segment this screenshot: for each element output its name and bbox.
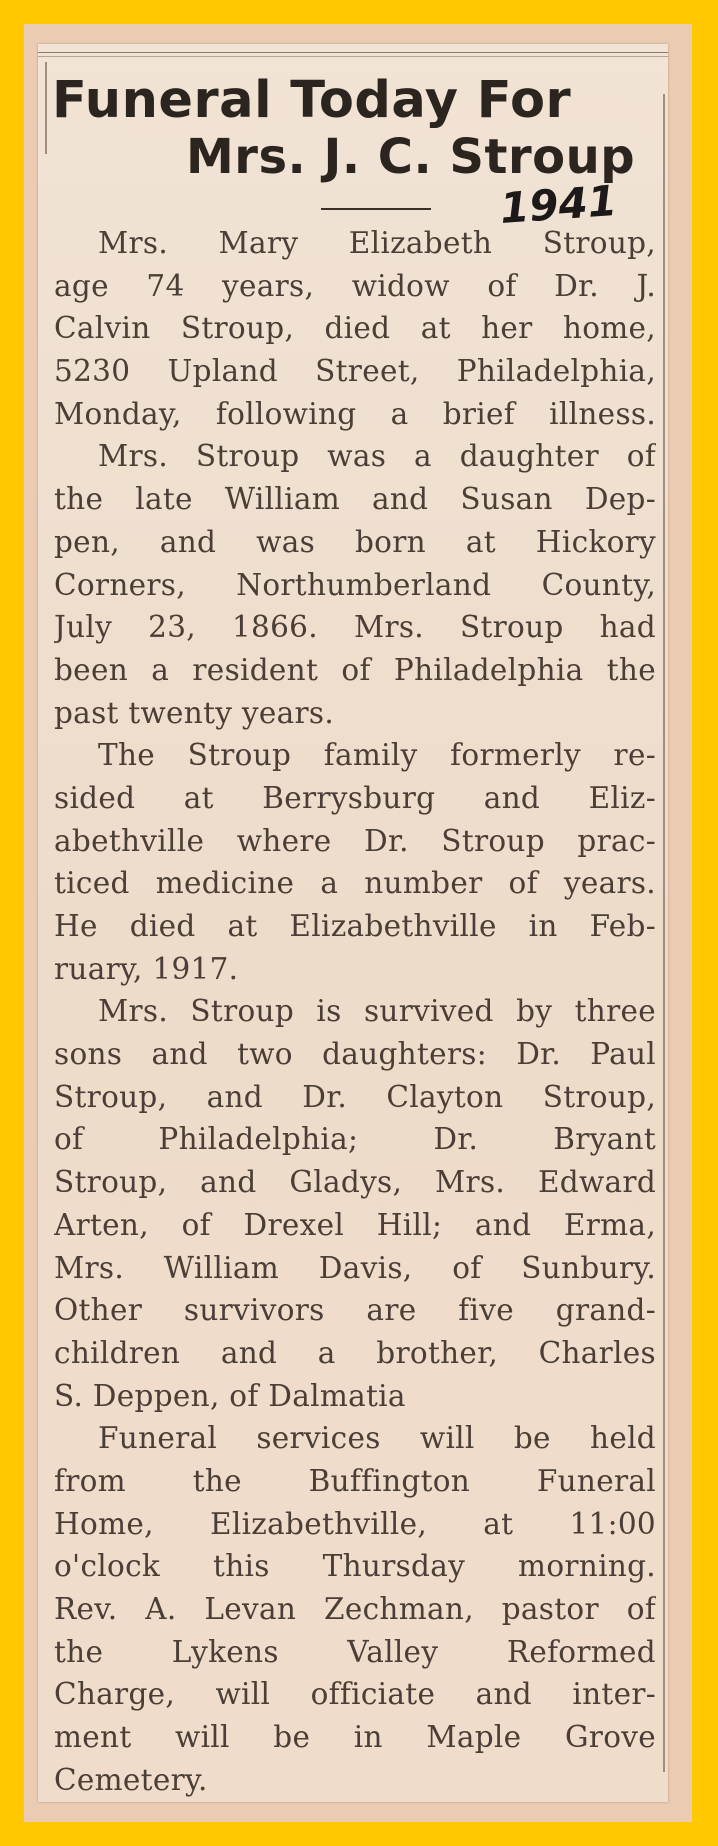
article-line: Funeral services will be held: [98, 1421, 656, 1456]
article-line: Arten, of Drexel Hill; and Erma,: [54, 1207, 656, 1242]
article-line: the Lykens Valley Reformed: [54, 1634, 656, 1669]
article-line: He died at Elizabethville in Feb-: [54, 909, 656, 943]
handwritten-year-annotation: 1941: [498, 175, 619, 234]
article-line: Calvin Stroup, died at her home,: [54, 311, 656, 346]
headline-line-1: Funeral Today For: [52, 71, 572, 130]
article-line: Home, Elizabethville, at 11:00: [54, 1506, 656, 1541]
paragraph-survivors: [54, 990, 656, 1417]
newspaper-clipping: [38, 44, 668, 1802]
article-line: Stroup, and Dr. Clayton Stroup,: [54, 1079, 656, 1114]
article-line: past twenty years.: [54, 695, 335, 730]
article-line: Corners, Northumberland County,: [54, 567, 656, 602]
paragraph-death-notice: [54, 222, 656, 435]
article-line: children and a brother, Charles: [54, 1335, 656, 1370]
article-line: S. Deppen, of Dalmatia: [54, 1378, 406, 1413]
article-line: Mrs. Mary Elizabeth Stroup,: [98, 226, 656, 260]
article-line: Rev. A. Levan Zechman, pastor of: [54, 1592, 656, 1626]
article-line: ticed medicine a number of years.: [54, 866, 656, 901]
article-line: sided at Berrysburg and Eliz-: [54, 780, 656, 815]
article-line: 5230 Upland Street, Philadelphia,: [54, 354, 656, 389]
article-line: the late William and Susan Dep-: [54, 482, 656, 517]
paragraph-family-history: [54, 734, 656, 990]
column-rule-left: [45, 62, 47, 154]
article-line: Charge, will officiate and inter-: [54, 1677, 656, 1712]
headline-line-2: Mrs. J. C. Stroup: [186, 129, 636, 185]
article-line: Monday, following a brief illness.: [54, 396, 656, 431]
headline-divider: [321, 208, 431, 210]
article-line: age 74 years, widow of Dr. J.: [54, 268, 656, 303]
article-line: Stroup, and Gladys, Mrs. Edward: [54, 1165, 656, 1200]
article-line: from the Buffington Funeral: [54, 1463, 656, 1498]
article-line: Cemetery.: [54, 1762, 208, 1797]
article-line: sons and two daughters: Dr. Paul: [54, 1037, 656, 1072]
article-line: Mrs. William Davis, of Sunbury.: [54, 1250, 656, 1285]
article-line: Mrs. Stroup was a daughter of: [98, 439, 656, 474]
article-line: been a resident of Philadelphia the: [54, 652, 656, 687]
article-line: Other survivors are five grand-: [54, 1293, 656, 1328]
article-line: of Philadelphia; Dr. Bryant: [54, 1122, 656, 1157]
article-body: [54, 222, 656, 1801]
article-line: o'clock this Thursday morning.: [54, 1549, 656, 1584]
article-line: July 23, 1866. Mrs. Stroup had: [54, 610, 656, 645]
article-line: pen, and was born at Hickory: [54, 524, 656, 559]
column-rule-right: [663, 94, 665, 1772]
article-line: The Stroup family formerly re-: [98, 738, 656, 773]
article-line: ment will be in Maple Grove: [54, 1720, 656, 1755]
paragraph-biography: [54, 435, 656, 734]
article-line: abethville where Dr. Stroup prac-: [54, 823, 656, 858]
article-line: Mrs. Stroup is survived by three: [98, 994, 656, 1029]
article-line: ruary, 1917.: [54, 951, 239, 986]
paragraph-funeral-services: [54, 1417, 656, 1801]
